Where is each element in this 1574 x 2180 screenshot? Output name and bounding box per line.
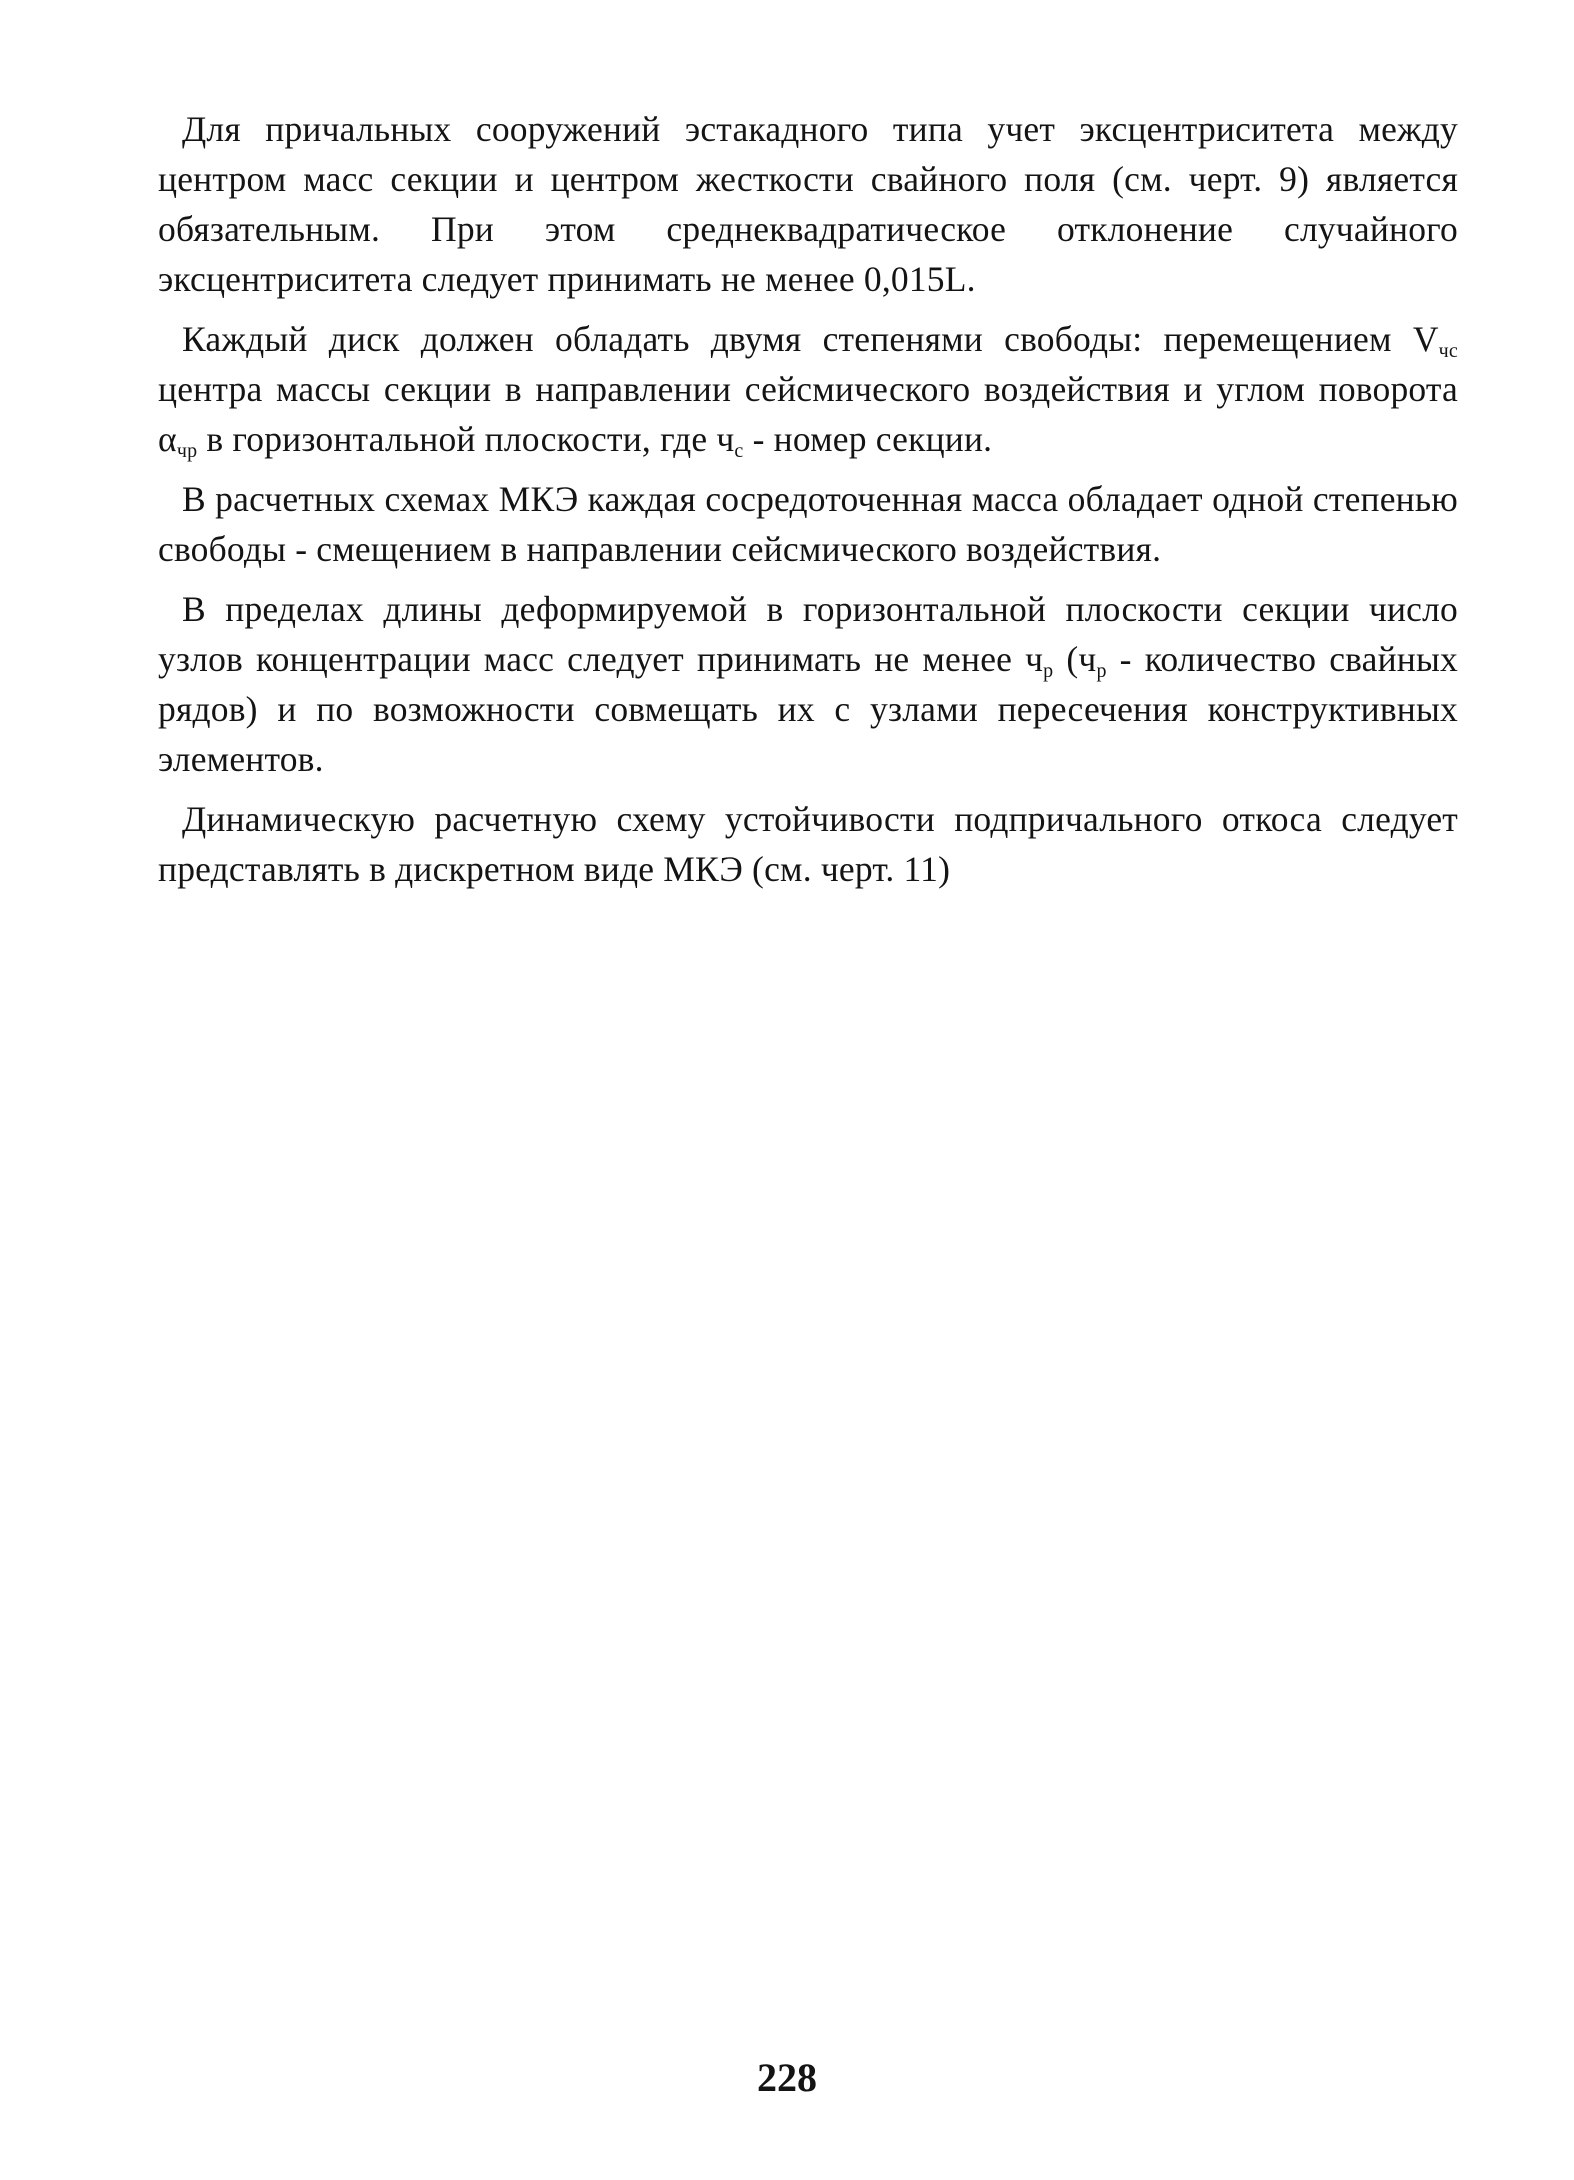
paragraph-text-part: - количество свайных рядов) и по возможности совмещать их с узлами пересечения конструктивных элементов. xyxy=(158,639,1458,779)
paragraph-text: Для причальных сооружений эстакадного типа учет эксцентриситета между центром масс секции и центром жесткости свайного поля (см. черт. 9) является обязательным. При этом среднеквадратическое отклонение случайного эксцентриситета следует принимать не менее 0,015L. xyxy=(158,109,1458,299)
paragraph-mass-nodes xyxy=(158,584,1458,784)
paragraph-text: В расчетных схемах МКЭ каждая сосредоточенная масса обладает одной степенью свободы - смещением в направлении сейсмического воздействия. xyxy=(158,479,1458,569)
subscript: р xyxy=(1096,660,1107,682)
paragraph-text-part: в горизонтальной плоскости, где ч xyxy=(197,419,735,459)
paragraph-eccentricity xyxy=(158,104,1458,304)
paragraph-slope-stability xyxy=(158,794,1458,894)
paragraph-text-part: центра массы секции в направлении сейсмического воздействия и углом поворота α xyxy=(158,369,1458,459)
subscript: с xyxy=(734,440,744,462)
paragraph-text-part: Каждый диск должен обладать двумя степенями свободы: перемещением V xyxy=(182,319,1439,359)
subscript: чр xyxy=(176,440,198,462)
paragraph-text-part: В пределах длины деформируемой в горизонтальной плоскости секции число узлов концентрации масс следует принимать не менее ч xyxy=(158,589,1458,679)
paragraph-fem-schemes xyxy=(158,474,1458,574)
page-number: 228 xyxy=(757,2055,817,2100)
paragraph-text-part: (ч xyxy=(1053,639,1097,679)
paragraph-degrees-of-freedom xyxy=(158,314,1458,464)
paragraph-text-part: - номер секции. xyxy=(743,419,993,459)
paragraph-text: Динамическую расчетную схему устойчивости подпричального откоса следует представлять в дискретном виде МКЭ (см. черт. 11) xyxy=(158,799,1458,889)
body-text xyxy=(158,104,1458,904)
subscript: чс xyxy=(1438,340,1458,362)
subscript: р xyxy=(1043,660,1054,682)
